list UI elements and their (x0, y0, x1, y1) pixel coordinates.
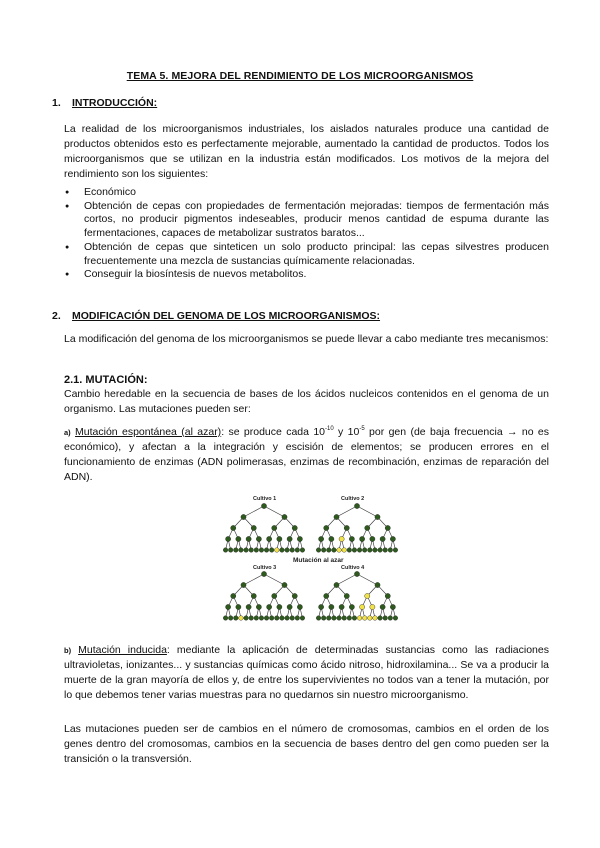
cell-node (347, 616, 352, 621)
document-title: TEMA 5. MEJORA DEL RENDIMIENTO DE LOS MICROORGANISMOS (126, 70, 474, 82)
cell-node (261, 571, 266, 576)
cell-node (385, 525, 390, 530)
mutation-subheading: 2.1. MUTACIÓN: (64, 374, 148, 386)
section-2-title: MODIFICACIÓN DEL GENOMA DE LOS MICROORGANISMOS: (72, 310, 381, 322)
cell-node (339, 604, 344, 609)
cell-node (275, 548, 280, 553)
cell-node (297, 604, 302, 609)
list-item: ● Obtención de cepas que sinteticen un solo producto principal: las cepas silvestres producen frecuentemente una mezcla de sustancias químicamente relacionadas. (64, 241, 549, 268)
cell-node (375, 514, 380, 519)
mutation-definition: Cambio heredable en la secuencia de bases de los ácidos nucleicos contenidos en el genoma de un organismo. Las mutaciones pueden ser: (64, 388, 549, 415)
cell-node (236, 604, 241, 609)
cell-node (393, 616, 398, 621)
tree-branch (357, 574, 378, 585)
cell-node (319, 536, 324, 541)
cell-node (300, 548, 305, 553)
cell-node (228, 616, 233, 621)
cell-node (319, 604, 324, 609)
cell-node (256, 604, 261, 609)
cell-node (342, 548, 347, 553)
cell-node (228, 548, 233, 553)
cell-node (269, 616, 274, 621)
cell-node (251, 593, 256, 598)
spontaneous-mutation-paragraph (64, 425, 549, 485)
tree-branch (244, 506, 265, 517)
cell-node (352, 616, 357, 621)
cell-node (393, 548, 398, 553)
cell-node (344, 525, 349, 530)
cell-node (254, 548, 259, 553)
cell-node (390, 536, 395, 541)
cell-node (259, 616, 264, 621)
cell-node (316, 548, 321, 553)
tree-branch (337, 506, 358, 517)
cell-node (264, 548, 269, 553)
cell-node (383, 548, 388, 553)
item-label-a: a) (64, 428, 71, 437)
cell-node (368, 616, 373, 621)
item-label-b: b) (64, 646, 72, 655)
cell-node (282, 514, 287, 519)
cell-node (324, 525, 329, 530)
tree-branch (264, 506, 285, 517)
cell-node (256, 536, 261, 541)
cell-node (267, 604, 272, 609)
spontaneous-text-3: por gen (de baja frecuencia → no es económico), y afectan a la integración y escisión de elementos; se producen errores en el funcionamiento de enzimas (ADN polimerasas, enzimas de recombinación, enzimas de reparación del ADN). (64, 426, 549, 483)
cell-node (236, 536, 241, 541)
cell-node (290, 616, 295, 621)
cell-node (234, 616, 239, 621)
cell-node (241, 582, 246, 587)
cell-node (337, 616, 342, 621)
section-1-title: INTRODUCCIÓN: (72, 97, 158, 109)
cell-node (246, 536, 251, 541)
cell-node (261, 503, 266, 508)
induced-mutation-paragraph (64, 643, 549, 703)
cell-node (380, 536, 385, 541)
cell-node (300, 616, 305, 621)
spontaneous-text-2: y 10 (333, 426, 360, 438)
cell-node (378, 616, 383, 621)
cell-node (295, 548, 300, 553)
culture-4-label: Cultivo 4 (341, 565, 365, 571)
intro-paragraph: La realidad de los microorganismos industriales, los aislados naturales produce una cantidad de productos obtenidos esto es perfectamente mejorable, aumentado la cantidad de productos. Todos los microorganismos que se utilizan en la industria están modificados. Los motivos de la mejora del rendimiento son los siguientes: (64, 123, 549, 180)
cell-node (334, 582, 339, 587)
cell-node (360, 604, 365, 609)
cell-node (280, 616, 285, 621)
cell-node (297, 536, 302, 541)
cell-node (223, 548, 228, 553)
cell-node (332, 548, 337, 553)
cell-node (244, 548, 249, 553)
cell-node (231, 593, 236, 598)
cell-node (324, 593, 329, 598)
exponent-1: -10 (325, 426, 334, 432)
cell-node (332, 616, 337, 621)
cell-node (254, 616, 259, 621)
list-item: ● Conseguir la biosíntesis de nuevos metabolitos. (64, 268, 549, 282)
cell-node (239, 616, 244, 621)
tree-branch (357, 506, 378, 517)
cell-node (269, 548, 274, 553)
mutation-figure (219, 493, 404, 623)
cell-node (285, 616, 290, 621)
cell-node (272, 593, 277, 598)
cell-node (223, 616, 228, 621)
cell-node (290, 548, 295, 553)
reasons-list (64, 186, 549, 282)
section-1-heading (52, 97, 157, 109)
cell-node (370, 536, 375, 541)
induced-mutation-term: Mutación inducida (78, 644, 167, 656)
cell-node (295, 616, 300, 621)
closing-paragraph: Las mutaciones pueden ser de cambios en el número de cromosomas, cambios en el orden de los genes dentro del cromosomas, cambios en la secuencia de bases dentro del gen como pueden ser la transición o la transversión. (64, 723, 549, 765)
tree-branch (337, 574, 358, 585)
cell-node (378, 548, 383, 553)
cell-node (357, 616, 362, 621)
cell-node (272, 525, 277, 530)
cell-node (339, 536, 344, 541)
cell-node (354, 571, 359, 576)
cell-node (241, 514, 246, 519)
cell-node (385, 593, 390, 598)
tree-branch (244, 574, 265, 585)
cell-node (287, 536, 292, 541)
cell-node (362, 616, 367, 621)
cell-node (275, 616, 280, 621)
cell-node (231, 525, 236, 530)
culture-2-label: Cultivo 2 (341, 496, 365, 502)
cell-node (234, 548, 239, 553)
section-2-number: 2. (52, 310, 61, 322)
cell-node (390, 604, 395, 609)
cell-node (352, 548, 357, 553)
cell-node (264, 616, 269, 621)
cell-node (226, 536, 231, 541)
cell-node (321, 548, 326, 553)
cell-node (373, 616, 378, 621)
cell-node (354, 503, 359, 508)
tree-branch (264, 574, 285, 585)
cell-node (316, 616, 321, 621)
section-2-heading (52, 310, 380, 322)
modification-paragraph: La modificación del genoma de los microorganismos se puede llevar a cabo mediante tres mecanismos: (64, 333, 549, 345)
cell-node (342, 616, 347, 621)
cell-node (329, 536, 334, 541)
cell-node (365, 593, 370, 598)
cell-node (259, 548, 264, 553)
exponent-2: -5 (359, 426, 365, 432)
cell-node (267, 536, 272, 541)
cell-node (251, 525, 256, 530)
cell-node (375, 582, 380, 587)
cell-node (244, 616, 249, 621)
cell-node (321, 616, 326, 621)
cell-node (292, 525, 297, 530)
cell-node (383, 616, 388, 621)
cell-node (287, 604, 292, 609)
cell-node (280, 548, 285, 553)
cell-node (226, 604, 231, 609)
spontaneous-text-1: : se produce cada 10 (221, 426, 326, 438)
cell-node (344, 593, 349, 598)
section-1-number: 1. (52, 97, 61, 109)
cell-node (368, 548, 373, 553)
cell-node (277, 536, 282, 541)
cell-node (334, 514, 339, 519)
cell-node (370, 604, 375, 609)
cell-node (292, 593, 297, 598)
spontaneous-mutation-term: Mutación espontánea (al azar) (75, 426, 222, 438)
cell-node (360, 536, 365, 541)
cell-node (277, 604, 282, 609)
list-item: ● Económico (64, 186, 549, 200)
cell-node (246, 604, 251, 609)
cell-node (373, 548, 378, 553)
cell-node (329, 604, 334, 609)
list-item: ● Obtención de cepas con propiedades de fermentación mejoradas: tiempos de fermentación más cortos, no producir pigmentos indeseables, producir menos cantidad de espuma durante las fermentaciones, capaces de metabolizar sustratos baratos... (64, 200, 549, 241)
cell-node (239, 548, 244, 553)
figure-caption: Mutación al azar (293, 557, 344, 564)
cell-node (249, 548, 254, 553)
cell-node (365, 525, 370, 530)
cell-node (362, 548, 367, 553)
cell-node (347, 548, 352, 553)
culture-3-label: Cultivo 3 (253, 565, 277, 571)
cell-node (249, 616, 254, 621)
cell-node (282, 582, 287, 587)
cell-node (349, 604, 354, 609)
cell-node (285, 548, 290, 553)
cell-node (327, 548, 332, 553)
cell-node (357, 548, 362, 553)
induced-mutation-text: : mediante la aplicación de determinadas sustancias como las radiaciones ultravioletas, ionizantes... y sustancias químicas como ácido nitroso, hidroxilamina... Se va a producir la muerte de la gran mayoría de ellos y, de entre los supervivientes no todos van a tener la mutación, por lo que debemos tener varias muestras para no quedarnos sin nuestro microorganismo. (64, 644, 549, 701)
cell-node (327, 616, 332, 621)
cell-node (349, 536, 354, 541)
cell-node (380, 604, 385, 609)
cell-node (388, 616, 393, 621)
cell-node (337, 548, 342, 553)
culture-1-label: Cultivo 1 (253, 496, 277, 502)
cell-node (388, 548, 393, 553)
